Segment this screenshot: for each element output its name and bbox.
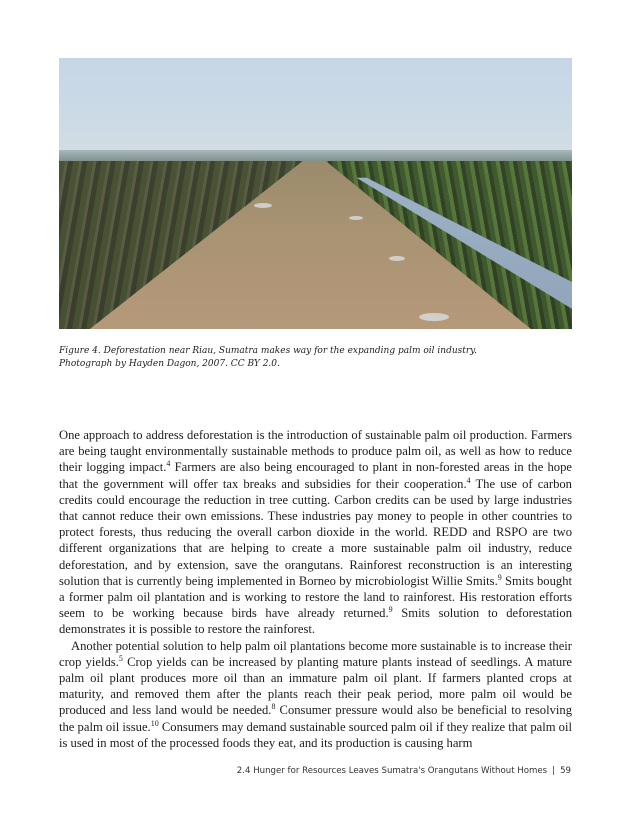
photo-puddle [349,216,363,220]
footnote-ref: 4 [466,475,471,485]
paragraph-1 [59,427,572,638]
photo-puddle [254,203,272,208]
body-text [59,427,572,751]
text-segment: One approach to address deforestation is the introduction of sustainable palm oil production. Farmers are being taught environmentally sustainable methods to produce palm oil, as well as how to reduce their logging impact. [59,428,572,475]
paragraph-2 [59,638,572,751]
footnote-ref: 10 [150,718,159,728]
footnote-ref: 4 [166,459,171,469]
text-segment: Farmers are also being encouraged to plant in non-forested areas in the hope that the government will offer tax breaks and subsidies for their cooperation. [59,460,572,491]
caption-line-2: Photograph by Hayden Dagon, 2007. CC BY 2.0. [59,358,280,369]
text-segment: Smits solution to deforestation demonstrates it is possible to restore the rainforest. [59,606,572,637]
running-title: 2.4 Hunger for Resources Leaves Sumatra's Orangutans Without Homes [236,766,548,776]
photo-puddle [419,313,449,321]
deforestation-photo [59,58,572,329]
caption-line-1: Figure 4. Deforestation near Riau, Sumatra makes way for the expanding palm oil industry. [59,346,477,356]
text-segment: The use of carbon credits could encourage the reduction in tree cutting. Carbon credits can be used by large industries that cannot reduce their own emissions. These industries pay money to people in other countries to protect forests, thus reducing the overall carbon dioxide in the world. REDD and RSPO are two different organizations that are helping to create a more sustainable palm oil industry, reduce deforestation, and by extension, save the orangutans. Rainforest reconstruction is an interesting solution that is currently being implemented in Borneo by microbiologist Willie Smits. [59,476,572,588]
figure-caption [59,345,579,370]
text-segment: Consumer pressure would also be beneficial to resolving the palm oil issue. [59,703,572,734]
footnote-ref: 9 [388,605,393,615]
page-number: 59 [560,766,571,776]
text-segment: Another potential solution to help palm oil plantations become more sustainable is to increase their crop yields. [59,638,572,669]
text-segment: Smits bought a former palm oil plantation and is working to restore the land to rainforest. His restoration efforts seem to be working because birds have already returned. [59,573,572,621]
footnote-ref: 8 [271,702,276,712]
footnote-ref: 5 [118,653,123,663]
photo-sky [59,58,572,156]
footer-separator: | [552,766,556,776]
photo-puddle [389,256,405,261]
footnote-ref: 9 [497,572,502,582]
text-segment: Crop yields can be increased by planting mature plants instead of seedlings. A mature palm oil plant produces more oil than an immature palm oil plant. If farmers planted crops at maturity, and removed them after the plants reach their peak period, more palm oil would be produced and less land would be needed. [59,654,572,718]
page-footer [237,766,571,776]
text-segment: Consumers may demand sustainable sourced palm oil if they realize that palm oil is used in most of the processed foods they eat, and its production is causing harm [59,719,572,750]
